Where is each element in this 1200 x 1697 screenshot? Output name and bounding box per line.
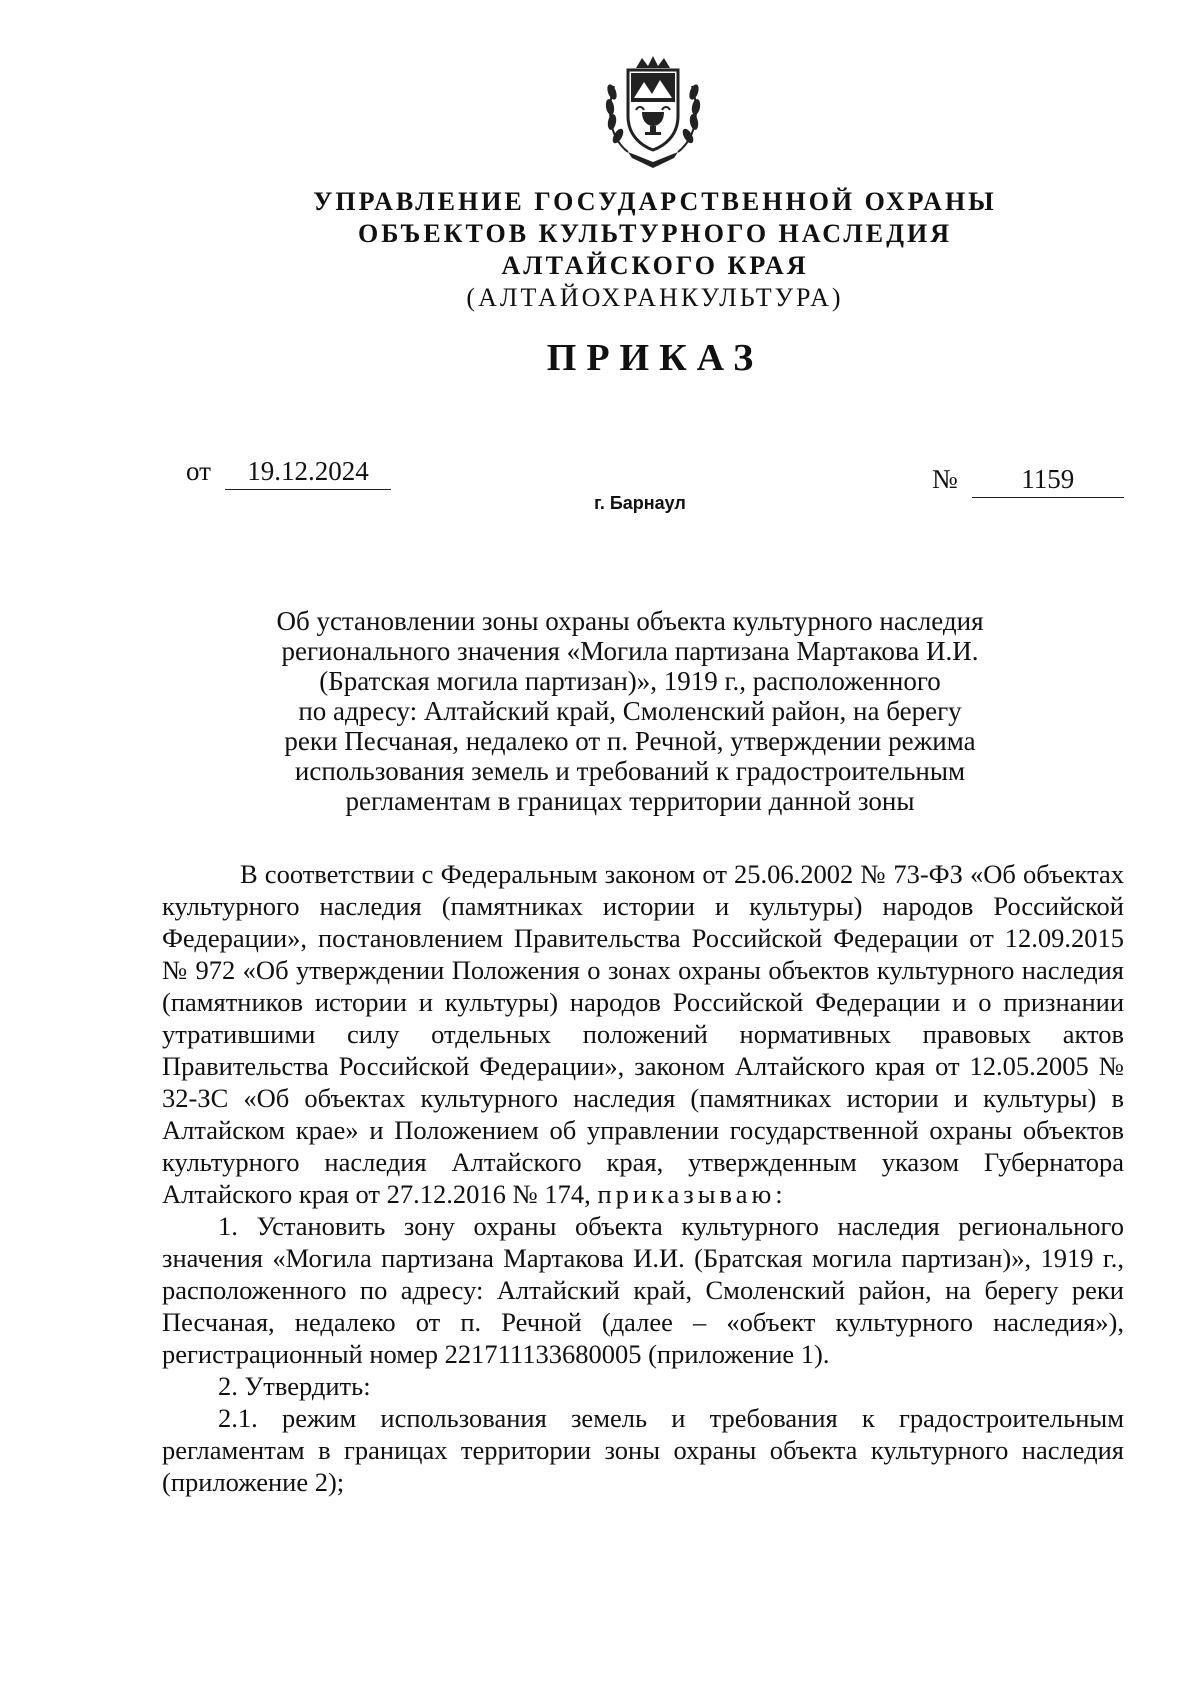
order-word: приказываю:: [597, 1179, 787, 1209]
org-name-line-2: ОБЪЕКТОВ КУЛЬТУРНОГО НАСЛЕДИЯ: [358, 219, 952, 248]
city-label: г. Барнаул: [594, 493, 686, 513]
coat-of-arms-emblem: [598, 52, 708, 172]
item-1-paragraph: 1. Установить зону охраны объекта культурного наследия регионального значения «Могила партизана Мартакова И.И. (Братская могила партизан)», 1919 г., расположенного по адресу: Алтайский край, Смоленский район, на берегу реки Песчаная, недалеко от п. Речной (далее – «объект культурного наследия»), регистрационный номер 221711133680005 (приложение 1).: [162, 1211, 1124, 1369]
date-field: [186, 456, 391, 490]
subject-line: (Братская могила партизан)», 1919 г., расположенного: [319, 666, 941, 696]
subject-line: регионального значения «Могила партизана Мартакова И.И.: [281, 636, 979, 666]
preamble-paragraph: [162, 858, 1124, 1210]
org-name-line-3: АЛТАЙСКОГО КРАЯ: [501, 251, 809, 280]
org-abbreviation: (АЛТАЙОХРАНКУЛЬТУРА): [466, 283, 844, 312]
subject-line: по адресу: Алтайский край, Смоленский район, на берегу: [298, 696, 962, 726]
subject-heading: [230, 606, 1030, 816]
subject-line: использования земель и требований к градостроительным: [294, 756, 966, 786]
date-value: 19.12.2024: [225, 456, 391, 490]
subject-line: Об установлении зоны охраны объекта культурного наследия: [276, 606, 984, 636]
date-prefix: от: [186, 456, 211, 486]
number-prefix: №: [932, 464, 958, 494]
preamble-text: В соответствии с Федеральным законом от 25.06.2002 № 73-ФЗ «Об объектах культурного наследия (памятниках истории и культуры) народов Российской Федерации», постановлением Правительства Российской Федерации от 12.09.2015 № 972 «Об утверждении Положения о зонах охраны объектов культурного наследия (памятников истории и культуры) народов Российской Федерации и о признании утратившими силу отдельных положений нормативных правовых актов Правительства Российской Федерации», законом Алтайского края от 12.05.2005 № 32-ЗС «Об объектах культурного наследия (памятниках истории и культуры) в Алтайском крае» и Положением об управлении государственной охраны объектов культурного наследия Алтайского края, утвержденным указом Губернатора Алтайского края от 27.12.2016 № 174,: [162, 859, 1124, 1209]
number-field: [932, 464, 1124, 498]
document-type-title: ПРИКАЗ: [546, 337, 764, 379]
organization-header: [200, 186, 1110, 314]
number-value: 1159: [972, 464, 1124, 498]
item-2-1-paragraph: 2.1. режим использования земель и требования к градостроительным регламентам в границах территории зоны охраны объекта культурного наследия (приложение 2);: [162, 1403, 1124, 1497]
subject-line: реки Песчаная, недалеко от п. Речной, утверждении режима: [284, 726, 976, 756]
subject-line: регламентам в границах территории данной зоны: [345, 786, 915, 816]
item-2-paragraph: 2. Утвердить:: [218, 1371, 371, 1401]
document-body: [162, 858, 1124, 1498]
org-name-line-1: УПРАВЛЕНИЕ ГОСУДАРСТВЕННОЙ ОХРАНЫ: [313, 187, 997, 216]
